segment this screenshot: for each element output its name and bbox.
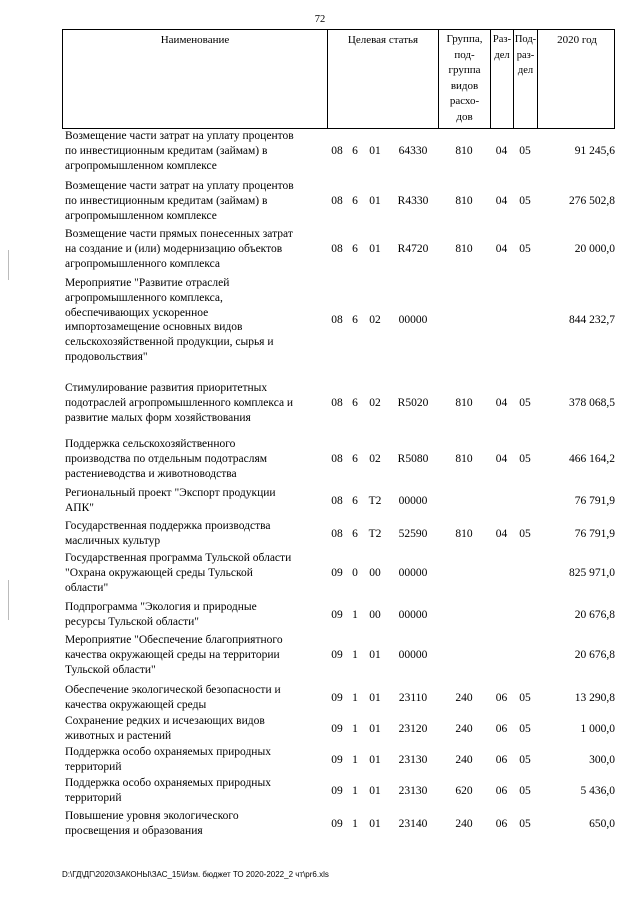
subprogram-code: 6 (352, 314, 358, 327)
table-row (62, 519, 618, 549)
section-code: 06 (495, 691, 508, 704)
row-name: Возмещение части затрат на уплату процентов по инвестиционным кредитам (займам) в агропромышленном комплексе (65, 180, 294, 222)
expense-group-code: 240 (455, 722, 473, 735)
direction-code: 23120 (398, 722, 428, 735)
event-code: 01 (369, 691, 381, 704)
subprogram-code: 1 (352, 649, 358, 662)
expense-group-code: 620 (455, 784, 473, 797)
section-code: 06 (495, 722, 508, 735)
row-name: Стимулирование развития приоритетных подотраслей агропромышленного комплекса и развитие малых форм хозяйствования (65, 382, 294, 424)
table-row (62, 381, 618, 425)
event-code: 01 (369, 649, 381, 662)
program-code: 08 (331, 195, 343, 208)
subsection-code: 05 (519, 817, 531, 830)
row-name: Возмещение части затрат на уплату процентов по инвестиционным кредитам (займам) в агропромышленном комплексе (65, 130, 294, 172)
subsection-code: 05 (519, 243, 531, 256)
direction-code: R4720 (397, 243, 429, 256)
margin-mark (8, 580, 9, 620)
program-code: 09 (331, 567, 343, 580)
table-row (62, 809, 618, 839)
amount-2020: 91 245,6 (574, 145, 615, 158)
subprogram-code: 6 (352, 195, 358, 208)
subsection-code: 05 (519, 397, 531, 410)
event-code: T2 (368, 527, 382, 540)
table-row (62, 776, 618, 806)
row-name: Мероприятие "Обеспечение благоприятного качества окружающей среды на территории Тульской области" (65, 634, 283, 676)
subprogram-code: 6 (352, 494, 358, 507)
table-row (62, 179, 618, 223)
row-name: Поддержка особо охраняемых природных территорий (65, 746, 271, 773)
table-row (62, 551, 618, 595)
row-name: Поддержка особо охраняемых природных территорий (65, 777, 271, 804)
subsection-code: 05 (519, 784, 531, 797)
event-code: 01 (369, 753, 381, 766)
section-code: 06 (495, 753, 508, 766)
expense-group-code: 240 (455, 753, 473, 766)
program-code: 08 (331, 527, 343, 540)
direction-code: 52590 (398, 527, 428, 540)
expense-group-code: 810 (455, 453, 473, 466)
event-code: 02 (369, 314, 381, 327)
amount-2020: 76 791,9 (574, 527, 615, 540)
header-subsection: Под- раз- дел (514, 30, 538, 128)
subprogram-code: 1 (352, 753, 358, 766)
event-code: 01 (369, 195, 381, 208)
direction-code: 00000 (398, 649, 428, 662)
event-code: 01 (369, 817, 381, 830)
subprogram-code: 6 (352, 397, 358, 410)
program-code: 08 (331, 243, 343, 256)
expense-group-code: 810 (455, 243, 473, 256)
amount-2020: 5 436,0 (580, 784, 615, 797)
section-code: 06 (495, 784, 508, 797)
expense-group-code: 240 (455, 691, 473, 704)
program-code: 09 (331, 691, 343, 704)
amount-2020: 300,0 (589, 753, 615, 766)
row-name: Сохранение редких и исчезающих видов животных и растений (65, 715, 265, 742)
program-code: 09 (331, 753, 343, 766)
subprogram-code: 1 (352, 722, 358, 735)
subsection-code: 05 (519, 722, 531, 735)
expense-group-code: 810 (455, 195, 473, 208)
event-code: 00 (369, 567, 381, 580)
subprogram-code: 1 (352, 691, 358, 704)
amount-2020: 20 000,0 (574, 243, 615, 256)
amount-2020: 20 676,8 (574, 608, 615, 621)
program-code: 08 (331, 494, 343, 507)
direction-code: 23140 (398, 817, 428, 830)
direction-code: R4330 (397, 195, 429, 208)
page-number: 72 (314, 14, 326, 25)
direction-code: 23110 (398, 691, 428, 704)
section-code: 04 (495, 243, 508, 256)
amount-2020: 13 290,8 (574, 691, 615, 704)
direction-code: 00000 (398, 494, 428, 507)
subprogram-code: 1 (352, 817, 358, 830)
header-section: Раз- дел (491, 30, 514, 128)
program-code: 09 (331, 649, 343, 662)
subprogram-code: 6 (352, 453, 358, 466)
section-code: 04 (495, 453, 508, 466)
event-code: 01 (369, 145, 381, 158)
header-name: Наименование (63, 30, 328, 128)
header-expense-group: Группа, под- группа видов расхо- дов (439, 30, 491, 128)
header-year: 2020 год (557, 34, 597, 46)
program-code: 08 (331, 314, 343, 327)
program-code: 08 (331, 397, 343, 410)
event-code: T2 (368, 494, 382, 507)
amount-2020: 844 232,7 (569, 314, 615, 327)
row-name: Обеспечение экологической безопасности и качества окружающей среды (65, 684, 281, 711)
program-code: 09 (331, 817, 343, 830)
program-code: 08 (331, 453, 343, 466)
table-row (62, 486, 618, 516)
subsection-code: 05 (519, 691, 531, 704)
event-code: 02 (369, 453, 381, 466)
subsection-code: 05 (519, 145, 531, 158)
header-target-article: Целевая статья (328, 30, 439, 128)
subsection-code: 05 (519, 753, 531, 766)
table-row (62, 437, 618, 481)
subsection-code: 05 (519, 453, 531, 466)
subsection-code: 05 (519, 195, 531, 208)
event-code: 00 (369, 608, 381, 621)
subsection-code: 05 (519, 527, 531, 540)
table-row (62, 714, 618, 744)
section-code: 06 (495, 817, 508, 830)
program-code: 09 (331, 608, 343, 621)
row-name: Возмещение части прямых понесенных затрат на создание и (или) модернизацию объектов агропромышленного комплекса (65, 228, 293, 270)
subprogram-code: 0 (352, 567, 358, 580)
direction-code: 23130 (398, 753, 428, 766)
program-code: 09 (331, 784, 343, 797)
subprogram-code: 1 (352, 784, 358, 797)
row-name: Региональный проект "Экспорт продукции АПК" (65, 487, 276, 514)
event-code: 01 (369, 243, 381, 256)
subprogram-code: 6 (352, 243, 358, 256)
section-code: 04 (495, 397, 508, 410)
amount-2020: 466 164,2 (569, 453, 615, 466)
expense-group-code: 810 (455, 527, 473, 540)
table-header (62, 29, 615, 129)
row-name: Поддержка сельскохозяйственного производства по отдельным подотраслям растениеводства и животноводства (65, 438, 268, 480)
table-row (62, 276, 618, 365)
direction-code: 00000 (398, 314, 428, 327)
file-path-footer: D:\ГД\ДГ\2020\ЗАКОНЫ\ЗАС_15\Изм. бюджет ТО 2020-2022_2 чт\pr6.xls (62, 870, 329, 879)
direction-code: 23130 (398, 784, 428, 797)
table-row (62, 683, 618, 713)
table-row (62, 633, 618, 677)
amount-2020: 650,0 (589, 817, 615, 830)
event-code: 01 (369, 784, 381, 797)
section-code: 04 (495, 527, 508, 540)
amount-2020: 76 791,9 (574, 494, 615, 507)
margin-mark (8, 250, 9, 280)
direction-code: R5020 (397, 397, 429, 410)
subprogram-code: 1 (352, 608, 358, 621)
section-code: 04 (495, 195, 508, 208)
subprogram-code: 6 (352, 145, 358, 158)
table-row (62, 129, 618, 173)
row-name: Государственная программа Тульской области "Охрана окружающей среды Тульской области" (65, 552, 292, 594)
event-code: 01 (369, 722, 381, 735)
amount-2020: 378 068,5 (569, 397, 615, 410)
expense-group-code: 810 (455, 145, 473, 158)
table-row (62, 227, 618, 271)
amount-2020: 1 000,0 (580, 722, 615, 735)
expense-group-code: 240 (455, 817, 473, 830)
section-code: 04 (495, 145, 508, 158)
row-name: Государственная поддержка производства масличных культур (65, 520, 271, 547)
direction-code: 00000 (398, 567, 428, 580)
amount-2020: 825 971,0 (569, 567, 615, 580)
row-name: Подпрограмма "Экология и природные ресурсы Тульской области" (65, 601, 257, 628)
amount-2020: 20 676,8 (574, 649, 615, 662)
expense-group-code: 810 (455, 397, 473, 410)
table-row (62, 600, 618, 630)
direction-code: 64330 (398, 145, 428, 158)
event-code: 02 (369, 397, 381, 410)
direction-code: 00000 (398, 608, 428, 621)
row-name: Повышение уровня экологического просвещения и образования (65, 810, 239, 837)
amount-2020: 276 502,8 (569, 195, 615, 208)
direction-code: R5080 (397, 453, 429, 466)
table-row (62, 745, 618, 775)
program-code: 09 (331, 722, 343, 735)
row-name: Мероприятие "Развитие отраслей агропромышленного комплекса, обеспечивающих ускоренное импортозамещение основных видов сельскохозяйственной продукции, сырья и продовольствия" (65, 277, 274, 363)
program-code: 08 (331, 145, 343, 158)
subprogram-code: 6 (352, 527, 358, 540)
